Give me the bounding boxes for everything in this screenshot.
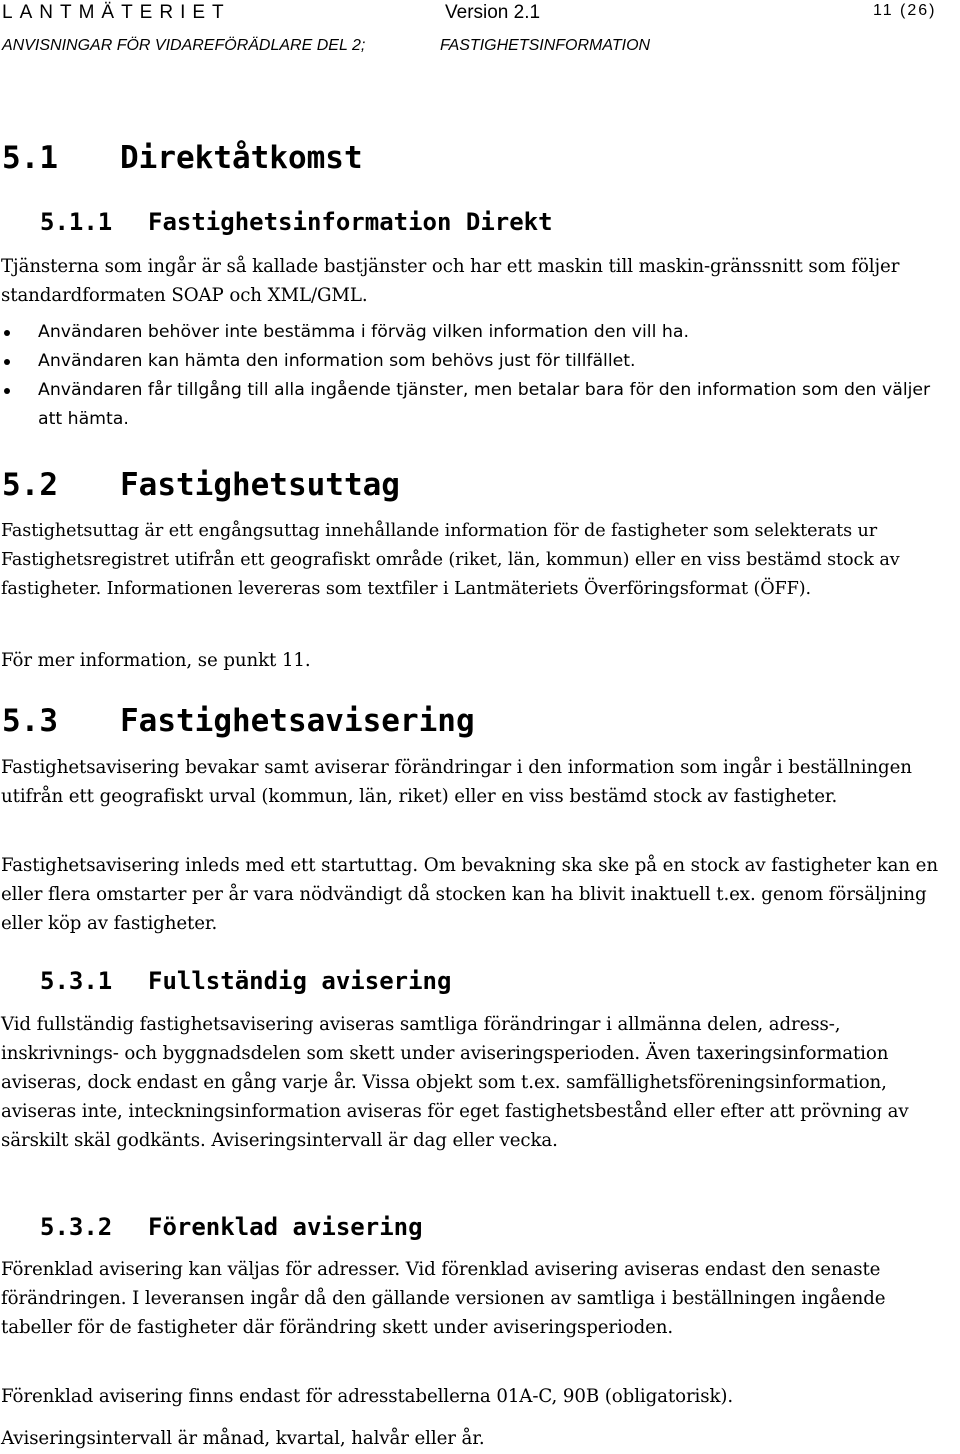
section-title: Fullständig avisering xyxy=(148,967,452,995)
paragraph-5-1-1-intro: Tjänsterna som ingår är så kallade bastjänster och har ett maskin till maskin-gränssnitt som följer standardformaten SOAP och XML/GML. xyxy=(1,256,900,306)
section-number: 5.3.2 xyxy=(40,1213,113,1241)
section-number: 5.3.1 xyxy=(40,967,113,995)
list-item: Användaren kan hämta den information som behövs just för tillfället. xyxy=(0,347,945,376)
section-title: Fastighetsavisering xyxy=(120,703,475,739)
list-item: Användaren får tillgång till alla ingående tjänster, men betalar bara för den information som den väljer att hämta. xyxy=(0,376,945,434)
version-label: Version 2.1 xyxy=(445,2,541,23)
paragraph-5-3-2-2: Förenklad avisering finns endast för adresstabellerna 01A-C, 90B (obligatorisk). xyxy=(1,1386,734,1407)
section-number: 5.1 xyxy=(2,140,58,176)
bullet-icon xyxy=(4,359,10,365)
paragraph-5-2-1: Fastighetsuttag är ett engångsuttag innehållande information för de fastigheter som selekterats ur Fastighetsregistret utifrån ett geografiskt område (riket, län, kommun) eller en viss bestämd stock av fastigheter. Informationen levereras som textfiler i Lantmäteriets Överföringsformat (ÖFF). xyxy=(1,521,900,599)
paragraph-5-3-2: Fastighetsavisering inleds med ett startuttag. Om bevakning ska ske på en stock av fastigheter kan en eller flera omstarter per år vara nödvändigt då stocken kan ha blivit inaktuell t.ex. genom försäljning eller köp av fastigheter. xyxy=(1,855,938,934)
paragraph-5-3-2-3: Aviseringsintervall är månad, kvartal, halvår eller år. xyxy=(1,1428,485,1449)
section-number: 5.3 xyxy=(2,703,58,739)
section-title: Direktåtkomst xyxy=(120,140,363,176)
paragraph-5-3-1-body: Vid fullständig fastighetsavisering aviseras samtliga förändringar i allmänna delen, adress-, inskrivnings- och byggnadsdelen som skett under aviseringsperioden. Även taxeringsinformation aviseras, dock endast en gång varje år. Vissa objekt som t.ex. samfällighetsföreningsinformation, aviseras inte, inteckningsinformation aviseras för eget fastighetsbestånd eller efter att prövning av särskilt skäl godkänts. Aviseringsintervall är dag eller vecka. xyxy=(1,1014,909,1151)
list-item: Användaren behöver inte bestämma i förväg vilken information den vill ha. xyxy=(0,318,945,347)
document-title-left: ANVISNINGAR FÖR VIDAREFÖRÄDLARE DEL 2; xyxy=(2,37,366,54)
section-title: Förenklad avisering xyxy=(148,1213,423,1241)
brand-name: LANTMÄTERIET xyxy=(2,2,231,23)
page-header xyxy=(0,2,960,28)
document-title-right: FASTIGHETSINFORMATION xyxy=(440,37,651,54)
section-number: 5.1.1 xyxy=(40,208,113,236)
section-title: Fastighetsinformation Direkt xyxy=(148,208,553,236)
paragraph-5-3-1: Fastighetsavisering bevakar samt aviserar förändringar i den information som ingår i beställningen utifrån ett geografiskt urval (kommun, län, riket) eller en viss bestämd stock av fastigheter. xyxy=(1,757,912,807)
paragraph-5-2-2: För mer information, se punkt 11. xyxy=(1,650,311,671)
bullet-icon xyxy=(4,330,10,336)
paragraph-5-3-2-1: Förenklad avisering kan väljas för adresser. Vid förenklad avisering aviseras endast den senaste förändringen. I leveransen ingår då den gällande versionen av samtliga i beställningen ingående tabeller för de fastigheter där förändring skett under aviseringsperioden. xyxy=(1,1259,886,1338)
section-title: Fastighetsuttag xyxy=(120,467,400,503)
page-number: 11 (26) xyxy=(873,2,937,19)
bullet-list xyxy=(0,318,945,434)
section-number: 5.2 xyxy=(2,467,58,503)
bullet-icon xyxy=(4,388,10,394)
